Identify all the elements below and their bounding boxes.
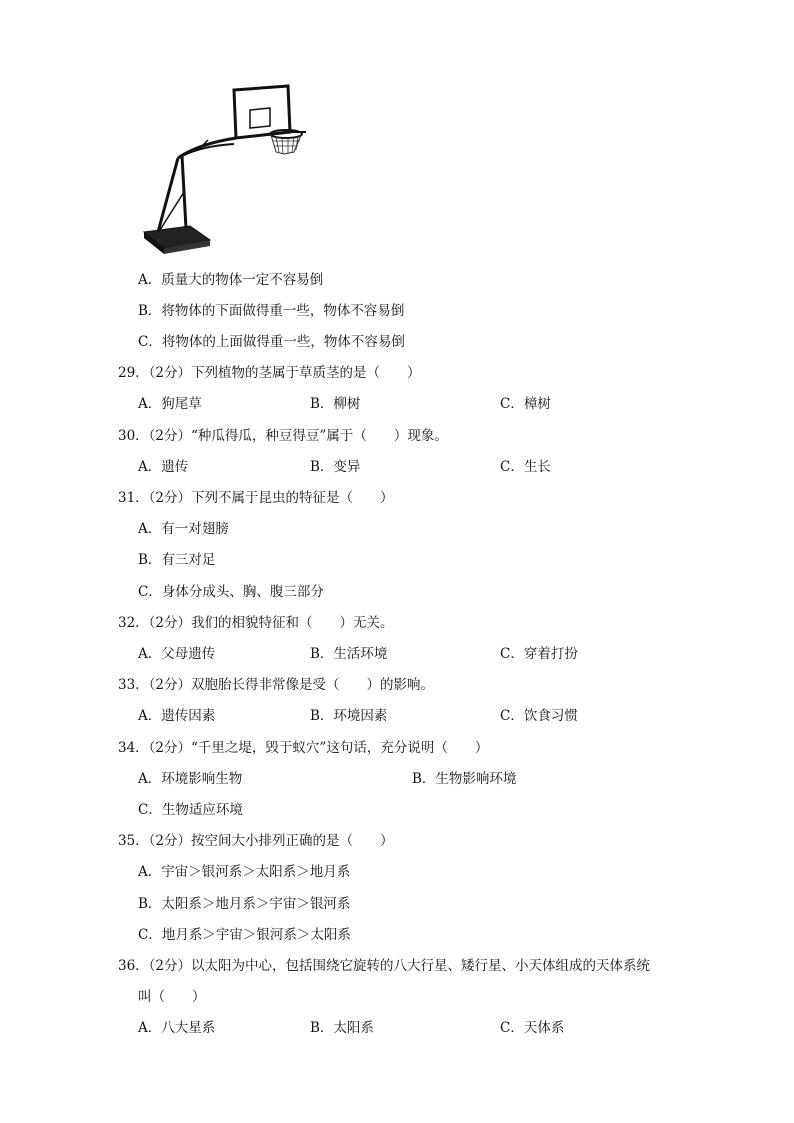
question-36-option-c: C．天体系 [500,1020,565,1036]
question-32-option-b: B．生活环境 [310,646,388,662]
question-32-option-c: C．穿着打扮 [500,646,578,662]
question-33-option-b: B．环境因素 [310,708,388,724]
question-29-stem: 29．（2分）下列植物的茎属于草质茎的是（ ） [118,365,421,381]
prev-option-a: A．质量大的物体一定不容易倒 [138,272,324,288]
question-31-stem: 31．（2分）下列不属于昆虫的特征是（ ） [118,490,394,506]
question-30-stem: 30．（2分）“种瓜得瓜，种豆得豆”属于（ ）现象。 [118,428,448,444]
question-36-option-b: B．太阳系 [310,1020,374,1036]
question-34-option-a: A．环境影响生物 [138,771,243,787]
prev-option-b: B．将物体的下面做得重一些，物体不容易倒 [138,303,405,319]
question-35-option-b: B．太阳系＞地月系＞宇宙＞银河系 [138,896,351,912]
question-31-option-b: B．有三对足 [138,552,216,568]
question-29-option-a: A．狗尾草 [138,396,202,412]
question-36-stem-continued: 叫（ ） [138,989,206,1005]
question-31-option-a: A．有一对翅膀 [138,521,229,537]
question-36-option-a: A．八大星系 [138,1020,216,1036]
question-35-option-a: A．宇宙＞银河系＞太阳系＞地月系 [138,864,351,880]
question-30-option-c: C．生长 [500,459,551,475]
question-36-stem: 36．（2分）以太阳为中心，包括围绕它旋转的八大行星、矮行星、小天体组成的天体系统 [118,958,651,974]
basketball-hoop-figure [138,80,318,255]
prev-option-c: C．将物体的上面做得重一些，物体不容易倒 [138,334,405,350]
question-35-option-c: C．地月系＞宇宙＞银河系＞太阳系 [138,927,351,943]
question-34-option-c: C．生物适应环境 [138,802,243,818]
question-34-option-b: B．生物影响环境 [412,771,517,787]
question-31-option-c: C．身体分成头、胸、腹三部分 [138,584,324,600]
question-32-stem: 32．（2分）我们的相貌特征和（ ）无关。 [118,615,394,631]
question-33-option-c: C．饮食习惯 [500,708,578,724]
question-29-option-b: B．柳树 [310,396,361,412]
question-34-stem: 34．（2分）“千里之堤，毁于蚁穴”这句话，充分说明（ ） [118,740,489,756]
question-32-option-a: A．父母遗传 [138,646,216,662]
question-30-option-b: B．变异 [310,459,361,475]
question-33-option-a: A．遗传因素 [138,708,216,724]
question-35-stem: 35．（2分）按空间大小排列正确的是（ ） [118,833,394,849]
question-30-option-a: A．遗传 [138,459,189,475]
question-33-stem: 33．（2分）双胞胎长得非常像是受（ ）的影响。 [118,677,435,693]
question-29-option-c: C．樟树 [500,396,551,412]
